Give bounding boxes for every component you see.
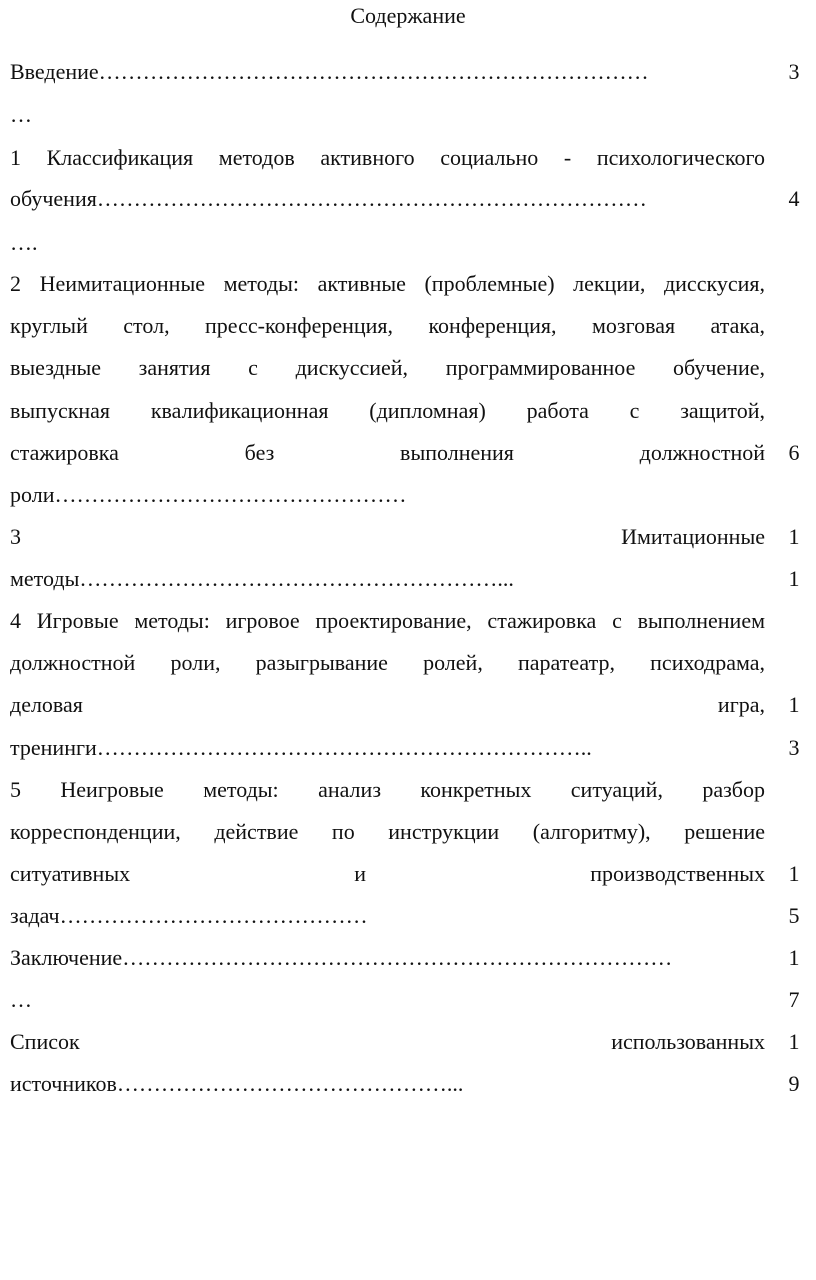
page-number: 4 <box>788 186 800 211</box>
toc-line: … <box>10 987 32 1012</box>
page-number: 1 <box>788 945 800 970</box>
page-number: 1 <box>788 1029 800 1054</box>
page-number: 1 <box>788 861 800 886</box>
toc-line: тренинги………………………………………………………….. <box>10 735 592 760</box>
page-number: 1 <box>788 692 800 717</box>
toc-line: деловая игра, <box>10 692 765 717</box>
toc-line: выездные занятия с дискуссией, программированное обучение, <box>10 355 765 380</box>
toc-line: выпускная квалификационная (дипломная) работа с защитой, <box>10 398 765 423</box>
toc-line: ситуативных и производственных <box>10 861 765 886</box>
toc-line: стажировка без выполнения должностной <box>10 440 765 465</box>
toc-line: 1 Классификация методов активного социально - психологического <box>10 145 765 170</box>
toc-line: …. <box>10 230 38 255</box>
toc-line: корреспонденции, действие по инструкции (алгоритму), решение <box>10 819 765 844</box>
toc-line: 4 Игровые методы: игровое проектирование, стажировка с выполнением <box>10 608 765 633</box>
toc-title: Содержание <box>350 3 466 28</box>
page-number: 1 <box>788 566 800 591</box>
page-number: 3 <box>788 735 800 760</box>
toc-line: Заключение………………………………………………………………… <box>10 945 673 970</box>
toc-line: Список использованных <box>10 1029 765 1054</box>
toc-line: методы…………………………………………………... <box>10 566 514 591</box>
page-number: 9 <box>788 1071 800 1096</box>
toc-line: Введение………………………………………………………………… <box>10 59 649 84</box>
page-number: 3 <box>788 59 800 84</box>
toc-line: источников………………………………………... <box>10 1071 464 1096</box>
toc-line: роли………………………………………… <box>10 482 407 507</box>
toc-line: задач…………………………………… <box>10 903 368 928</box>
page-number: 1 <box>788 524 800 549</box>
toc-line: 5 Неигровые методы: анализ конкретных ситуаций, разбор <box>10 777 765 802</box>
toc-line: круглый стол, пресс-конференция, конференция, мозговая атака, <box>10 313 765 338</box>
toc-line: обучения………………………………………………………………… <box>10 186 647 211</box>
toc-line: … <box>10 102 32 127</box>
page-number: 6 <box>788 440 800 465</box>
toc-line: 2 Неимитационные методы: активные (проблемные) лекции, дисскусия, <box>10 271 765 296</box>
page-number: 5 <box>788 903 800 928</box>
toc-line: должностной роли, разыгрывание ролей, паратеатр, психодрама, <box>10 650 765 675</box>
toc-line: 3 Имитационные <box>10 524 765 549</box>
page-number: 7 <box>788 987 800 1012</box>
